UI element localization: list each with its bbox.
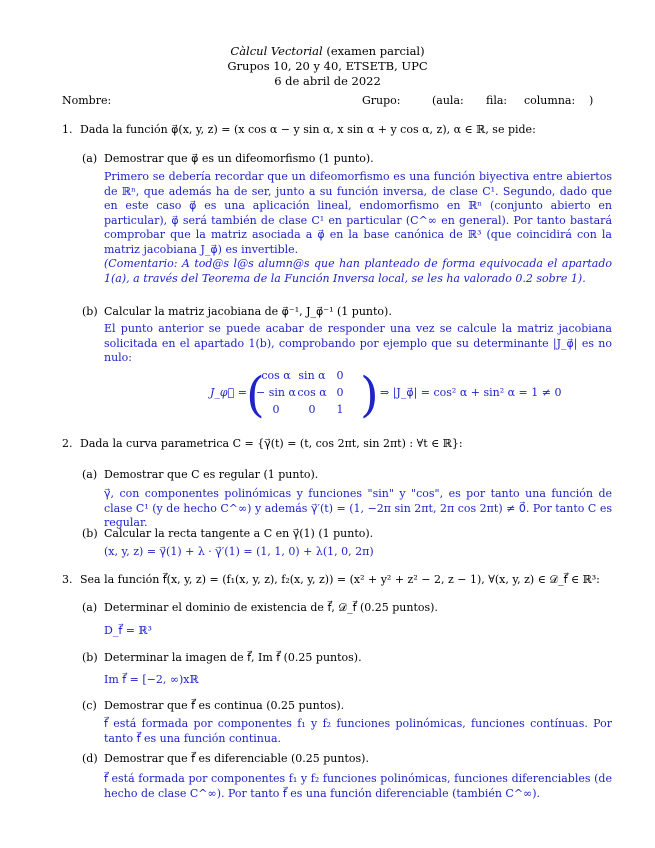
matrix-cell: 1: [336, 403, 344, 416]
part-text: Calcular la recta tangente a C en γ⃗(1) (1 punto).: [104, 527, 374, 540]
student-info-row: [62, 94, 602, 110]
course-line: [0, 44, 655, 59]
exam-header: [0, 44, 655, 89]
answer-text: f⃗ está formada por componentes f₁ y f₂ funciones polinómicas, funciones diferenciables (de hecho de clase C^∞). Por tanto f⃗ es una función diferenciable (también C^∞).: [104, 772, 612, 800]
answer-text: f⃗ está formada por componentes f₁ y f₂ funciones polinómicas, funciones contínuas. Por tanto f⃗ es una función continua.: [104, 717, 612, 745]
part-text: Calcular la matriz jacobiana de φ⃗⁻¹, J_φ⃗⁻¹ (1 punto).: [104, 305, 392, 318]
part-label: (a): [82, 601, 98, 614]
part-label: (c): [82, 699, 97, 712]
answer-text: (x, y, z) = γ⃗(1) + λ · γ⃗′(1) = (1, 1, 0) + λ(1, 0, 2π): [104, 545, 374, 558]
nombre-label: Nombre:: [62, 94, 112, 107]
part-label: (b): [82, 651, 98, 664]
part-label: (b): [82, 527, 98, 540]
fila-label: fila:: [486, 94, 508, 107]
answer-1b: [104, 322, 612, 366]
answer-text: D_f⃗ = ℝ³: [104, 624, 152, 637]
matrix-cell: 0: [272, 403, 280, 416]
determinant: ⇒ |J_φ⃗| = cos² α + sin² α = 1 ≠ 0: [380, 386, 562, 399]
matrix-cell: sin α: [298, 369, 326, 382]
answer-text: γ⃗, con componentes polinómicas y funciones "sin" y "cos", es por tanto una función de clase C¹ (y de hecho C^∞) y además γ⃗′(t) = (1, −2π sin 2πt, 2π cos 2πt) ≠ 0⃗. Por tanto C es regular.: [104, 487, 612, 530]
question-stem: Dada la curva parametrica C = {γ⃗(t) = (t, cos 2πt, sin 2πt) : ∀t ∈ ℝ}:: [80, 437, 463, 450]
course-title: Càlcul Vectorial: [230, 44, 323, 58]
answer-text: Primero se debería recordar que un difeomorfismo es una función biyectiva entre abiertos de ℝⁿ, que además ha de ser, junto a su función inversa, de clase C¹. Segundo, dado que en este caso φ⃗ es una aplicación lineal, endomorfismo en ℝⁿ (conjunto abierto en particular), φ⃗ será también de clase C¹ en particular (C^∞ en general). Por tanto bastará comprobar que la matriz asociada a φ⃗ en la base canónica de ℝ³ (que coincidirá con la matriz jacobiana J_φ⃗) es invertible.: [104, 170, 612, 256]
matrix-cell: 0: [336, 386, 344, 399]
answer-1a: [104, 170, 612, 286]
part-text: Determinar la imagen de f⃗, Im f⃗ (0.25 puntos).: [104, 651, 362, 664]
answer-3a: [104, 624, 612, 639]
matrix-label: J_φ⃗ =: [210, 386, 247, 399]
question-stem: Dada la función φ⃗(x, y, z) = (x cos α − y sin α, x sin α + y cos α, z), α ∈ ℝ, se pide:: [80, 123, 536, 136]
matrix-cell: − sin α: [256, 386, 296, 399]
question-number: 3.: [62, 573, 73, 586]
right-paren: ): [360, 367, 379, 423]
matrix-cell: cos α: [261, 369, 291, 382]
question-number: 1.: [62, 123, 73, 136]
answer-3c: [104, 717, 612, 746]
answer-text: Im f⃗ = [−2, ∞)xℝ: [104, 673, 199, 686]
matrix-cell: cos α: [297, 386, 327, 399]
part-text: Demostrar que C es regular (1 punto).: [104, 468, 319, 481]
answer-3b: [104, 673, 612, 688]
part-text: Demostrar que f⃗ es diferenciable (0.25 puntos).: [104, 752, 369, 765]
part-label: (a): [82, 468, 98, 481]
matrix-cell: 0: [336, 369, 344, 382]
columna-label: columna:: [524, 94, 576, 107]
part-text: Demostrar que f⃗ es continua (0.25 puntos).: [104, 699, 345, 712]
answer-3d: [104, 772, 612, 801]
part-label: (d): [82, 752, 98, 765]
question-stem: Sea la función f⃗(x, y, z) = (f₁(x, y, z), f₂(x, y, z)) = (x² + y² + z² − 2, z − 1), ∀(x, y, z) ∈ 𝒟_f⃗ ∈ ℝ³:: [80, 573, 600, 586]
part-label: (a): [82, 152, 98, 165]
part-text: Demostrar que φ⃗ es un difeomorfismo (1 punto).: [104, 152, 374, 165]
part-label: (b): [82, 305, 98, 318]
answer-text: El punto anterior se puede acabar de responder una vez se calcule la matriz jacobiana solicitada en el apartado 1(b), comprobando por ejemplo que su determinante |J_φ⃗| es no nulo:: [104, 322, 612, 365]
exam-type: (examen parcial): [322, 44, 425, 58]
paren-close: ): [589, 94, 594, 107]
answer-comment: (Comentario: A tod@s l@s alumn@s que han planteado de forma equivocada el apartado 1(a), a través del Teorema de la Función Inversa local, se les ha valorado 0.2 sobre 1).: [104, 257, 612, 285]
aula-label: (aula:: [432, 94, 464, 107]
left-paren: (: [246, 367, 265, 423]
grupo-label: Grupo:: [362, 94, 401, 107]
part-text: Determinar el dominio de existencia de f⃗, 𝒟_f⃗ (0.25 puntos).: [104, 601, 438, 614]
answer-2b: [104, 545, 612, 560]
matrix-cell: 0: [308, 403, 316, 416]
question-number: 2.: [62, 437, 73, 450]
date-line: 6 de abril de 2022: [274, 73, 381, 88]
groups-line: Grupos 10, 20 y 40, ETSETB, UPC: [227, 58, 428, 73]
answer-2a: [104, 487, 612, 531]
jacobian-matrix: [210, 367, 562, 423]
